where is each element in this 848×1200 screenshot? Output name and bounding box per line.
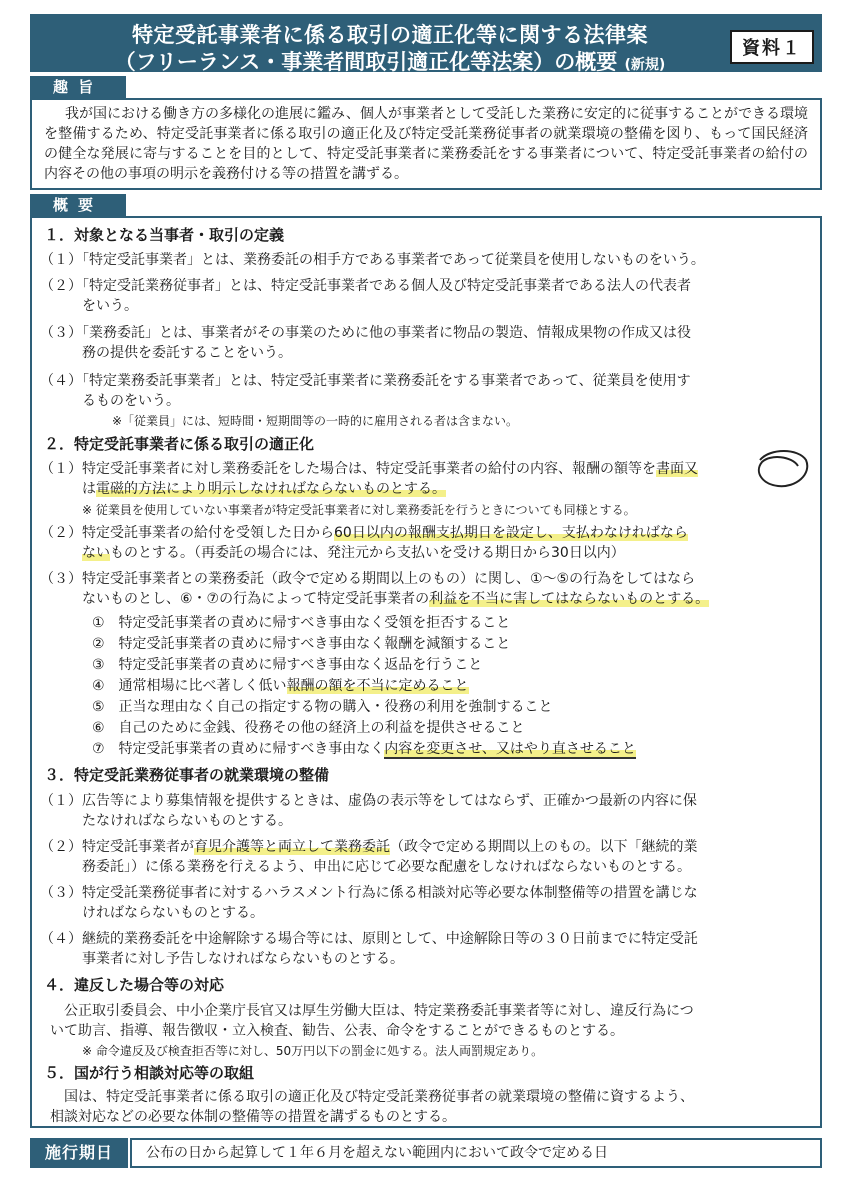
scribble-circle-icon <box>752 446 812 492</box>
highlight-interest: 利益を不当に害してはならないものとする。 <box>429 591 710 607</box>
s4-note: ※ 命令違反及び検査拒否等に対し、50万円以下の罰金に処する。法人両罰規定あり。 <box>82 1044 544 1058</box>
title-suffix: (新規) <box>624 57 666 73</box>
s4-line2: いて助言、指導、報告徴収・立入検査、勧告、公表、命令をすることができるものとする。 <box>50 1023 624 1039</box>
s3-item-4-line2: 事業者に対し予告しなければならないものとする。 <box>82 951 404 967</box>
s2-item-1-text2: は <box>82 481 96 497</box>
highlight-electronic: 電磁的方法により明示しなければならないものとする。 <box>96 481 446 497</box>
s2-item-1-line1 <box>40 458 698 478</box>
title-line-1: 特定受託事業者に係る取引の適正化等に関する法律案 <box>132 23 648 47</box>
s1-item-3-line1: （３）「業務委託」とは、事業者がその事業のために他の事業者に物品の製造、情報成果物の作成又は役 <box>40 325 691 341</box>
title-bar <box>30 14 822 72</box>
highlight-childcare: 育児介護等と両立して業務委託 <box>194 839 390 855</box>
act-7-text: ⑦ 特定受託事業者の責めに帰すべき事由なく <box>92 741 385 757</box>
s3-item-3-line1: （３）特定受託業務従事者に対するハラスメント行為に係る相談対応等必要な体制整備等の措置を講じな <box>40 885 698 901</box>
s2-item-2-line1 <box>40 522 688 542</box>
section-5-heading: ５．国が行う相談対応等の取組 <box>44 1064 255 1082</box>
overview-label: 概要 <box>30 194 126 216</box>
s5-line2: 相談対応などの必要な体制の整備等の措置を講ずるものとする。 <box>50 1109 456 1125</box>
highlight-60days: 60日以内の報酬支払期日を設定し、支払わなければなら <box>334 525 688 541</box>
s4-line1: 公正取引委員会、中小企業庁長官又は厚生労働大臣は、特定業務委託事業者等に対し、違反行為につ <box>64 1003 694 1019</box>
s3-item-2-text-post: （政令で定める期間以上のもの。以下「継続的業 <box>390 839 698 855</box>
act-5: ⑤ 正当な理由なく自己の指定する物の購入・役務の利用を強制すること <box>92 699 553 715</box>
s2-item-1-line2 <box>82 478 446 498</box>
s2-item-1-text: （１）特定受託事業者に対し業務委託をした場合は、特定受託事業者の給付の内容、報酬の額等を <box>40 461 656 477</box>
s3-item-2-line1 <box>40 836 697 856</box>
s2-item-2-line2 <box>82 542 625 562</box>
enforcement-text: 公布の日から起算して１年６月を超えない範囲内において政令で定める日 <box>130 1138 822 1168</box>
s1-item-2-line2: をいう。 <box>82 298 138 314</box>
section-1-heading: １．対象となる当事者・取引の定義 <box>44 226 285 244</box>
s1-item-3-line2: 務の提供を委託することをいう。 <box>82 345 292 361</box>
highlight-nai: ない <box>82 545 110 561</box>
s3-item-4-line1: （４）継続的業務委託を中途解除する場合等には、原則として、中途解除日等の３０日前までに特定受託 <box>40 931 698 947</box>
s2-item-3-line1: （３）特定受託事業者との業務委託（政令で定める期間以上のもの）に関し、①～⑤の行為をしてはなら <box>40 571 696 587</box>
act-7 <box>92 738 636 758</box>
s1-item-4-line1: （４）「特定業務委託事業者」とは、特定受託事業者に業務委託をする事業者であって、従業員を使用す <box>40 373 691 389</box>
highlight-redo: 内容を変更させ、又はやり直させること <box>384 741 636 757</box>
act-4 <box>92 675 469 695</box>
act-3: ③ 特定受託事業者の責めに帰すべき事由なく返品を行うこと <box>92 657 483 673</box>
s2-item-2-text2: ものとする。（再委託の場合には、発注元から支払いを受ける期日から30日以内） <box>110 545 625 561</box>
section-2-heading: ２．特定受託事業者に係る取引の適正化 <box>44 435 315 453</box>
title-line-2 <box>30 46 750 76</box>
purpose-label: 趣旨 <box>30 76 126 98</box>
section-3-heading: ３．特定受託業務従事者の就業環境の整備 <box>44 766 330 784</box>
s3-item-2-line2: 務委託」）に係る業務を行えるよう、申出に応じて必要な配慮をしなければならないものとする。 <box>82 859 691 875</box>
s2-item-3-text: ないものとし、⑥・⑦の行為によって特定受託事業者の <box>82 591 430 607</box>
act-2: ② 特定受託事業者の責めに帰すべき事由なく報酬を減額すること <box>92 636 511 652</box>
s1-note: ※「従業員」には、短時間・短期間等の一時的に雇用される者は含まない。 <box>112 414 519 428</box>
act-1: ① 特定受託事業者の責めに帰すべき事由なく受領を拒否すること <box>92 615 511 631</box>
purpose-box: 我が国における働き方の多様化の進展に鑑み、個人が事業者として受託した業務に安定的に従事することができる環境を整備するため、特定受託事業者に係る取引の適正化及び特定受託業務従事者の就業環境の整備を図り、もって国民経済の健全な発展に寄与することを目的として、特定受託事業者に業務委託をする事業者について、特定受託事業者の給付の内容その他の事項の明示を義務付ける等の措置を講ずる。 <box>30 98 822 190</box>
s5-line1: 国は、特定受託事業者に係る取引の適正化及び特定受託業務従事者の就業環境の整備に資するよう、 <box>64 1089 694 1105</box>
act-6: ⑥ 自己のために金銭、役務その他の経済上の利益を提供させること <box>92 720 525 736</box>
highlight-written: 書面又 <box>656 461 698 477</box>
act-4-text: ④ 通常相場に比べ著しく低い <box>92 678 287 694</box>
s1-item-1: （１）「特定受託事業者」とは、業務委託の相手方である事業者であって従業員を使用しないものをいう。 <box>40 252 705 268</box>
s2-item-1-note: ※ 従業員を使用していない事業者が特定受託事業者に対し業務委託を行うときについても同様とする。 <box>82 503 636 517</box>
s1-item-2-line1: （２）「特定受託業務従事者」とは、特定受託事業者である個人及び特定受託事業者である法人の代表者 <box>40 278 691 294</box>
s3-item-2-text: （２）特定受託事業者が <box>40 839 194 855</box>
title-main: （フリーランス・事業者間取引適正化等法案）の概要 <box>114 50 618 74</box>
document-label: 資料１ <box>730 30 814 64</box>
s1-item-4-line2: るものをいう。 <box>82 393 180 409</box>
s3-item-1-line1: （１）広告等により募集情報を提供するときは、虚偽の表示等をしてはならず、正確かつ最新の内容に保 <box>40 793 697 809</box>
s2-item-3-line2 <box>82 588 709 608</box>
overview-box <box>30 216 822 1128</box>
s3-item-1-line2: たなければならないものとする。 <box>82 813 292 829</box>
section-4-heading: ４．違反した場合等の対応 <box>44 976 225 994</box>
enforcement-label: 施行期日 <box>30 1138 128 1168</box>
highlight-low-price: 報酬の額を不当に定めること <box>286 678 469 694</box>
s2-item-2-text: （２）特定受託事業者の給付を受領した日から <box>40 525 334 541</box>
s3-item-3-line2: ければならないものとする。 <box>82 905 264 921</box>
